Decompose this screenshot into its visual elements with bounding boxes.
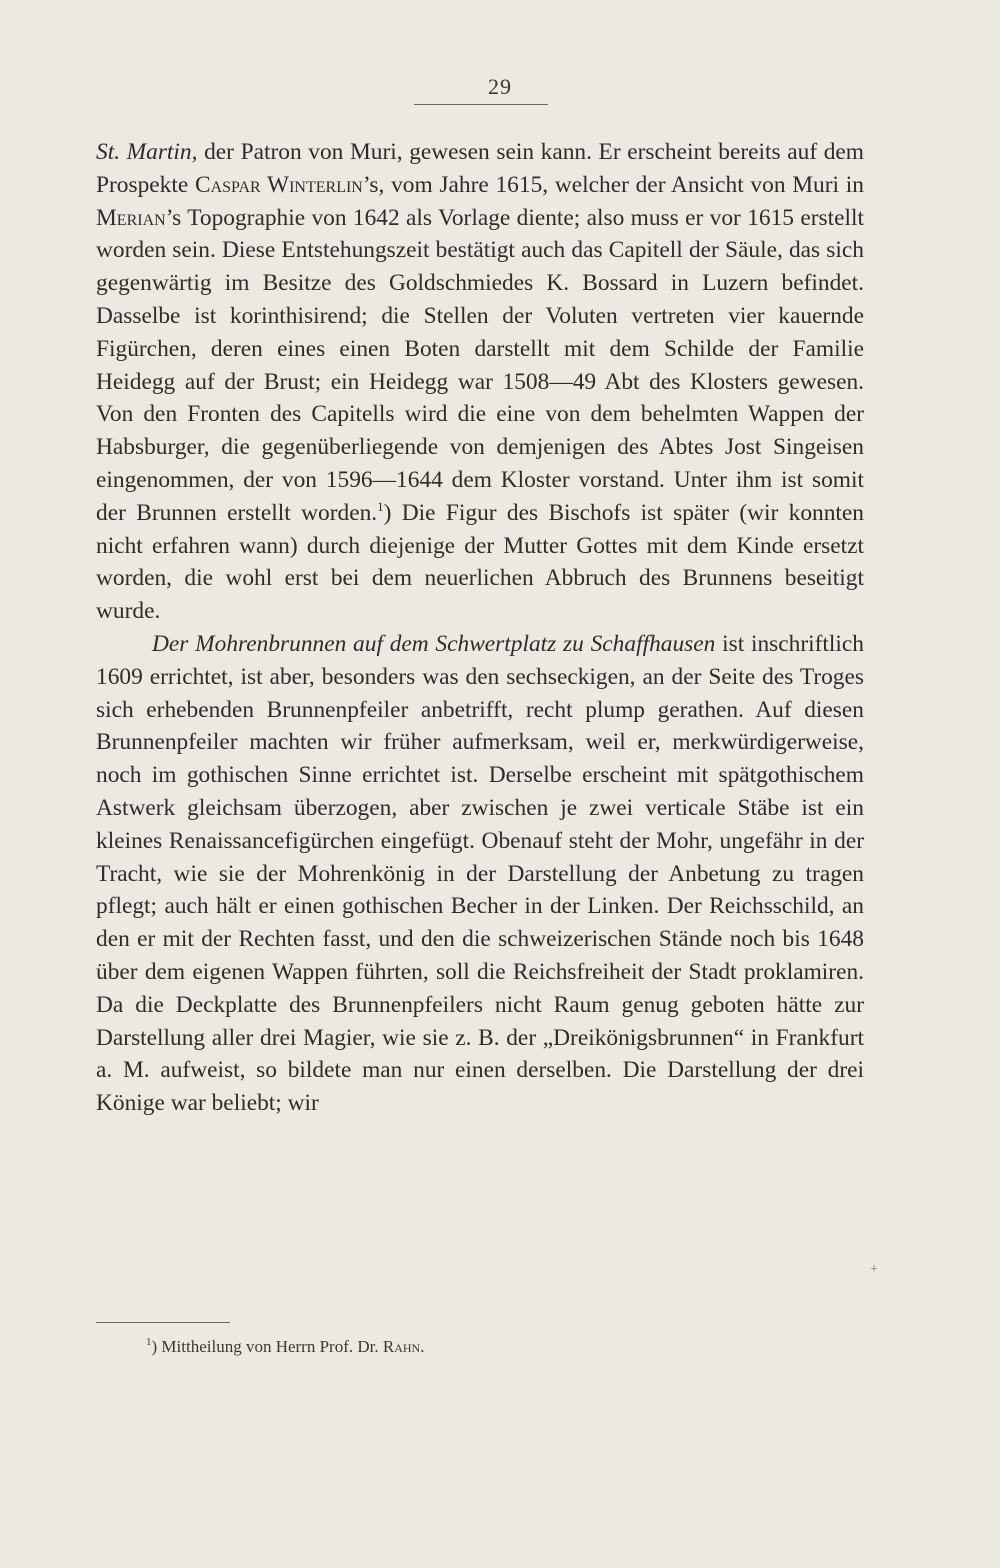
paragraph-2 bbox=[96, 628, 864, 1120]
footnote bbox=[146, 1336, 424, 1358]
paragraph-1-text-c: ’s Topographie von 1642 als Vorlage diente; also muss er vor 1615 erstellt worden sein. Diese Entstehungszeit bestätigt auch das Capitell der Säule, das sich gegenwärtig im Besitze des Goldschmiedes K. Bossard in Luzern befindet. Dasselbe ist korinthisirend; die Stellen der Voluten vertreten vier kauernde Figürchen, deren eines einen Boten darstellt mit dem Schilde der Familie Heidegg auf der Brust; ein Heidegg war 1508—49 Abt des Klosters gewesen. Von den Fronten des Capitells wird die eine von dem behelmten Wappen der Habsburger, die gegenüberliegende von demjenigen des Abtes Jost Singeisen eingenommen, der von 1596—1644 dem Kloster vorstand. Unter ihm ist somit der Brunnen erstellt worden. bbox=[96, 204, 864, 526]
name-merian: Merian bbox=[96, 204, 166, 231]
paragraph-1-text-b: ’s, vom Jahre 1615, welcher der Ansicht von Muri in bbox=[362, 171, 864, 198]
footnote-reference: 1 bbox=[377, 498, 384, 514]
footnote-rule bbox=[96, 1322, 230, 1323]
paragraph-1-text-d: ) Die Figur des Bischofs ist später (wir konnten nicht erfahren wann) durch diejenige der Mutter Gottes mit dem Kinde ersetzt worden, die wohl erst bei dem neuerlichen Abbruch des Brunnens beseitigt wurde. bbox=[96, 499, 864, 625]
paragraph-2-text: ist inschriftlich 1609 errichtet, ist aber, besonders was den sechseckigen, an der Seite des Troges sich erhebenden Brunnenpfeiler anbetrifft, recht plump gerathen. Auf diesen Brunnenpfeiler machten wir früher aufmerksam, weil er, merkwürdigerweise, noch im gothischen Sinne errichtet ist. Derselbe erscheint mit spätgothischem Astwerk gleichsam überzogen, aber zwischen je zwei verticale Stäbe ist ein kleines Renaissancefigürchen eingefügt. Obenauf steht der Mohr, ungefähr in der Tracht, wie sie der Mohrenkönig in der Darstellung der Anbetung zu tragen pflegt; auch hält er einen gothischen Becher in der Linken. Der Reichsschild, an den er mit der Rechten fasst, und den die schweizerischen Stände noch bis 1648 über dem eigenen Wappen führten, soll die Reichsfreiheit der Stadt proklamiren. Da die Deckplatte des Brunnenpfeilers nicht Raum genug geboten hätte zur Darstellung aller drei Magier, wie sie z. B. der „Dreikönigsbrunnen“ in Frankfurt a. M. aufweist, so bildete man nur einen derselben. Die Darstellung der drei Könige war beliebt; wir bbox=[96, 630, 864, 1117]
footnote-marker: 1 bbox=[146, 1336, 152, 1348]
margin-mark: + bbox=[870, 1262, 878, 1277]
footnote-name: Rahn bbox=[382, 1337, 421, 1356]
paragraph-1-opening: St. Martin, bbox=[96, 139, 198, 165]
paragraph-1 bbox=[96, 136, 864, 628]
body-text bbox=[96, 136, 864, 1120]
page-number-rule bbox=[414, 104, 548, 105]
paragraph-1-text-a: der Patron von Muri, gewesen sein kann. Er erscheint bereits auf dem Prospekte bbox=[96, 139, 864, 198]
paragraph-2-heading: Der Mohrenbrunnen auf dem Schwertplatz zu Schaffhausen bbox=[152, 630, 716, 657]
page-number: 29 bbox=[488, 74, 512, 99]
name-winterlin: Caspar Winterlin bbox=[195, 171, 363, 198]
footnote-text: ) Mittheilung von Herrn Prof. Dr. bbox=[151, 1337, 383, 1356]
footnote-end: . bbox=[420, 1337, 425, 1356]
